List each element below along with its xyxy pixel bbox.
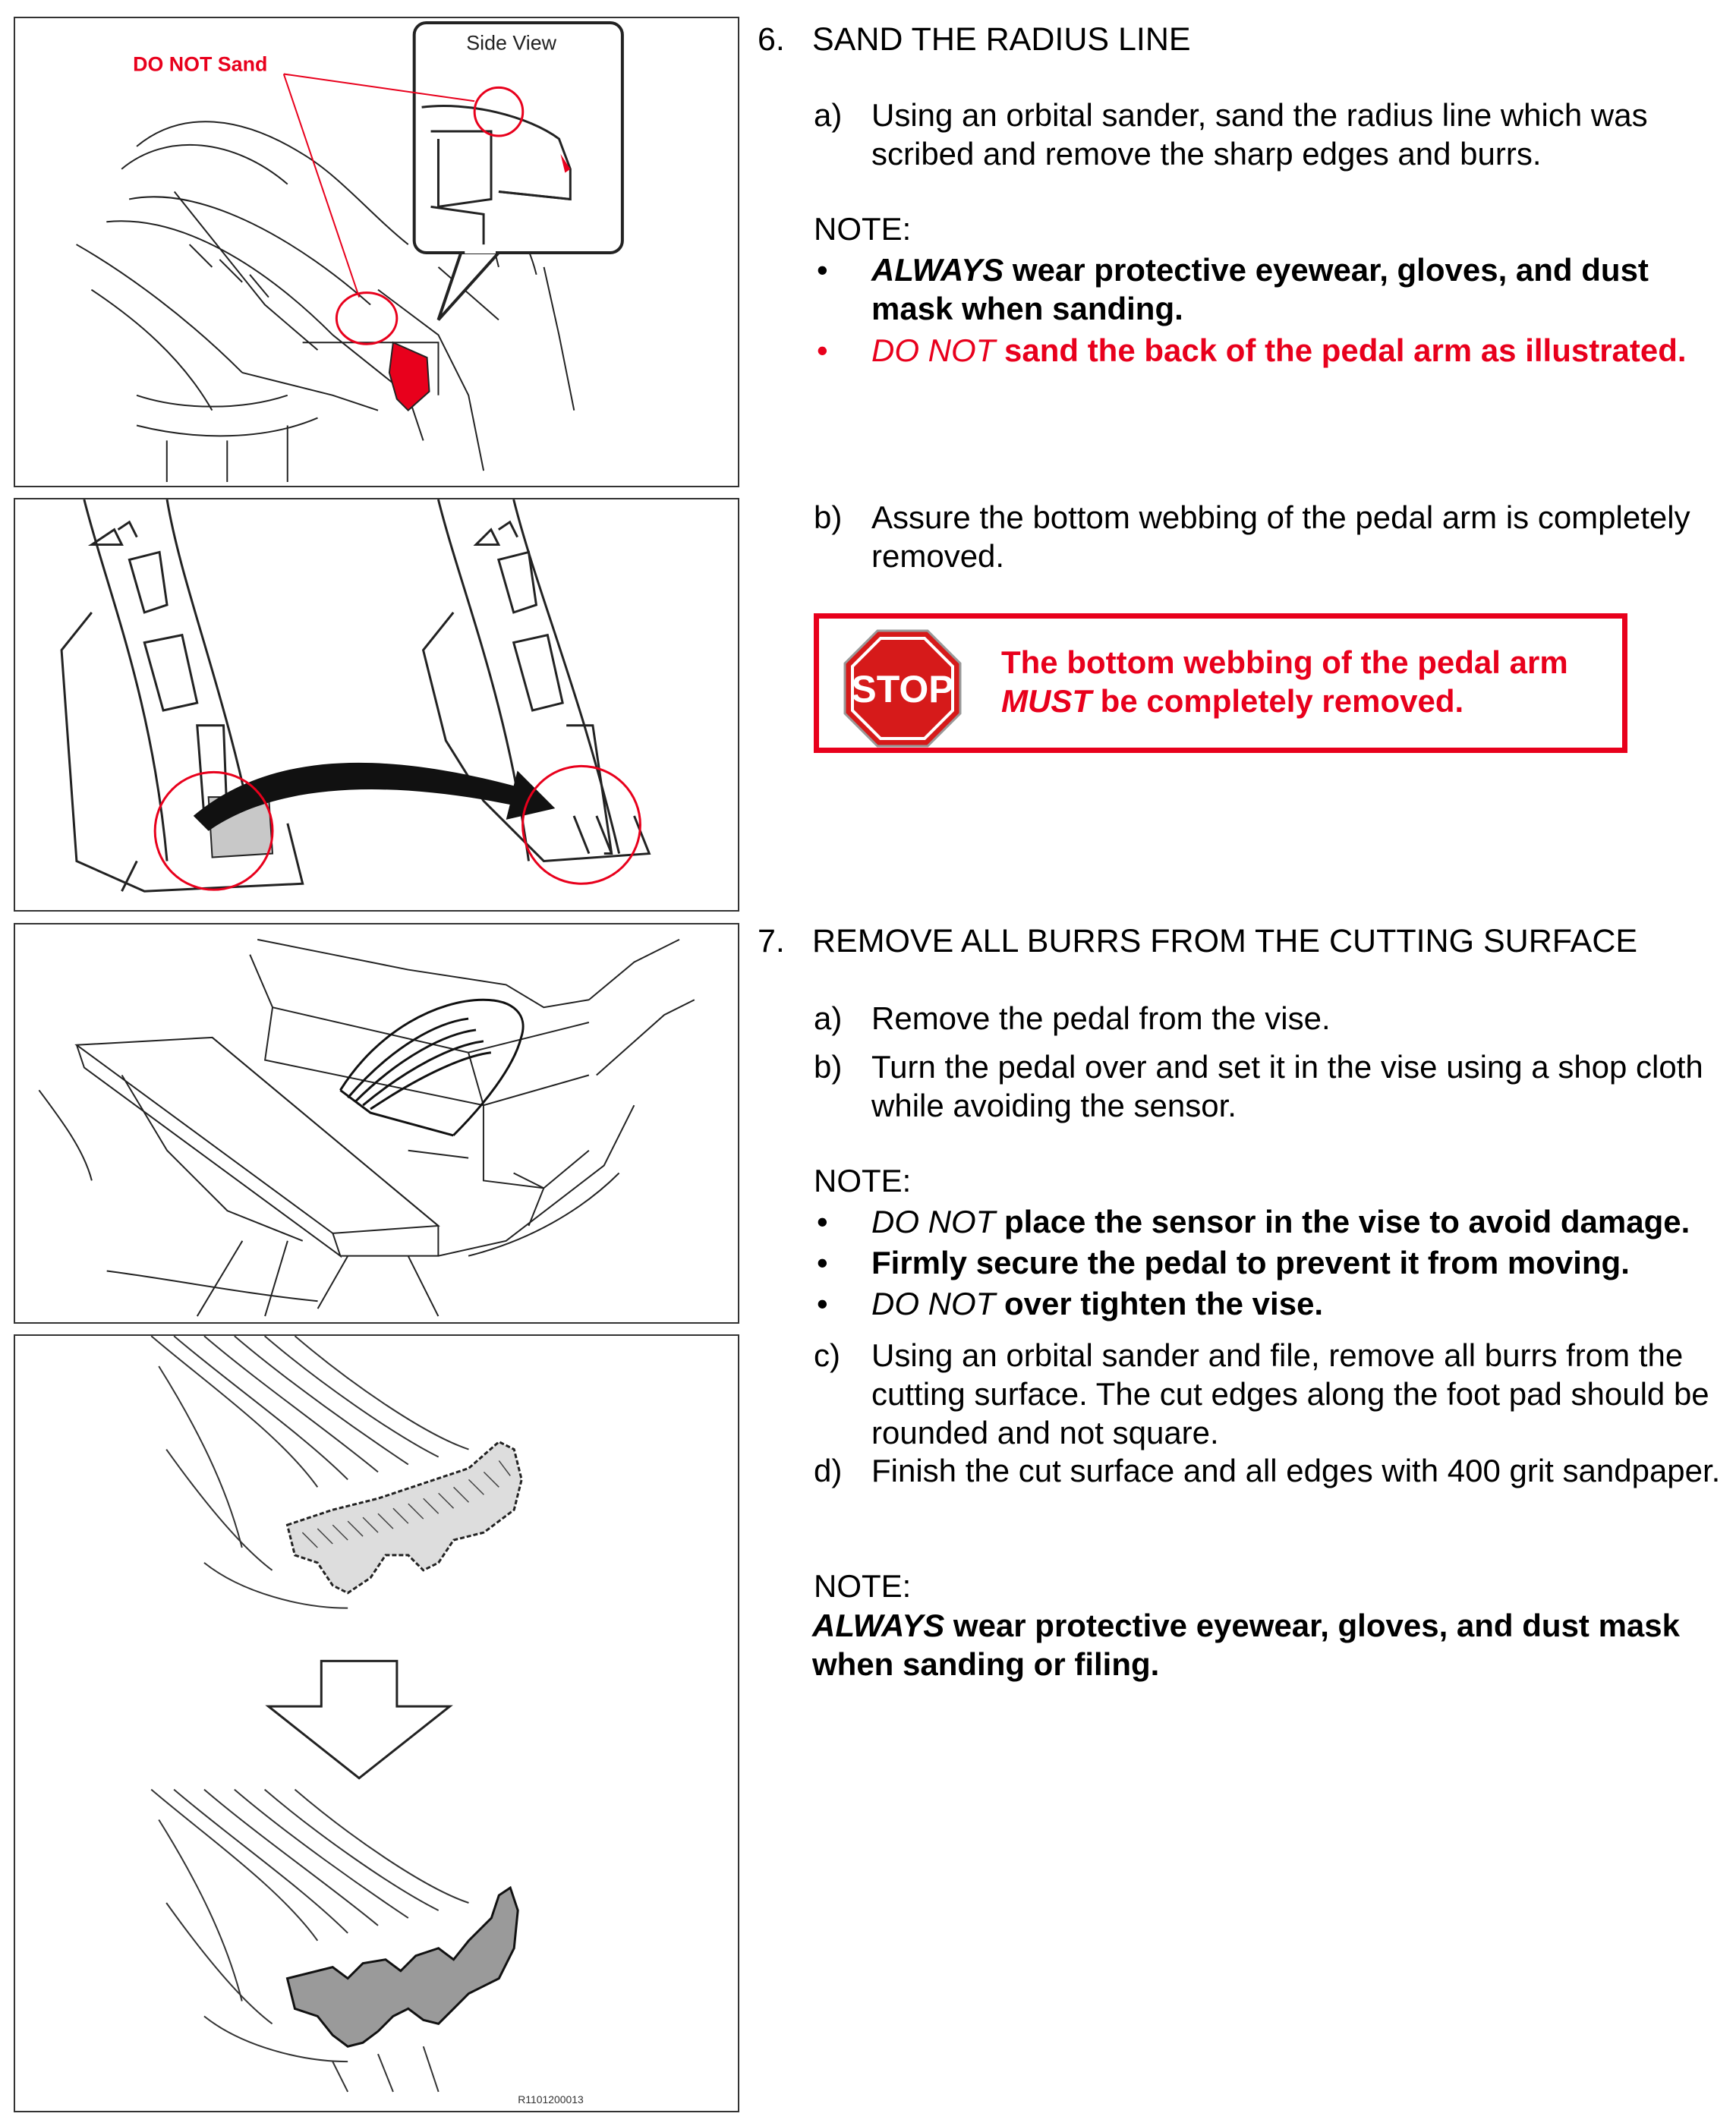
emphasis-text: ALWAYS bbox=[812, 1608, 945, 1643]
pedal-vise-illustration bbox=[15, 924, 738, 1322]
step-7-final-note-label: NOTE: bbox=[814, 1568, 912, 1604]
stop-warning-box bbox=[814, 613, 1627, 753]
bullet-dot-icon: • bbox=[817, 332, 828, 368]
item-text: Turn the pedal over and set it in the vise using a shop cloth while avoiding the sensor. bbox=[871, 1049, 1703, 1123]
step-6-note-bullet-1 bbox=[814, 250, 1732, 328]
step-7-item-c bbox=[814, 1336, 1732, 1452]
step-7-note-bullet-2 bbox=[814, 1243, 1732, 1282]
final-note-text: wear protective eyewear, gloves, and dust mask when sanding or filing. bbox=[812, 1608, 1681, 1682]
emphasis-text: DO NOT bbox=[871, 1286, 996, 1321]
item-label: b) bbox=[814, 499, 843, 535]
emphasis-text: DO NOT bbox=[871, 332, 996, 368]
do-not-sand-callout: DO NOT Sand bbox=[133, 52, 268, 76]
bullet-dot-icon: • bbox=[817, 1286, 828, 1321]
step-7-title: REMOVE ALL BURRS FROM THE CUTTING SURFACE bbox=[812, 923, 1638, 959]
item-label: a) bbox=[814, 1000, 843, 1036]
item-label: c) bbox=[814, 1337, 840, 1373]
step-6-item-a bbox=[814, 96, 1732, 173]
step-7-item-a bbox=[814, 999, 1732, 1038]
bullet-text: place the sensor in the vise to avoid damage. bbox=[995, 1204, 1690, 1239]
stop-emphasis: MUST bbox=[1001, 683, 1092, 719]
step-7-note-label: NOTE: bbox=[814, 1163, 912, 1198]
stop-sign-text: STOP bbox=[851, 668, 954, 710]
bullet-dot-icon: • bbox=[817, 252, 828, 288]
item-text: Remove the pedal from the vise. bbox=[871, 1000, 1331, 1036]
step-6-note-bullet-2 bbox=[814, 331, 1732, 370]
figure-bottom-webbing bbox=[14, 498, 739, 912]
step-7-item-d bbox=[814, 1451, 1732, 1490]
bullet-text: wear protective eyewear, gloves, and dust mask when sanding. bbox=[871, 252, 1649, 326]
figure-pedal-in-vise bbox=[14, 923, 739, 1324]
step-6-number: 6. bbox=[758, 21, 785, 58]
bullet-dot-icon: • bbox=[817, 1204, 828, 1239]
figure-code: R1101200013 bbox=[518, 2093, 584, 2106]
step-7-number: 7. bbox=[758, 923, 785, 959]
stop-sign-icon bbox=[842, 628, 963, 749]
step-7-item-b bbox=[814, 1047, 1732, 1125]
item-text: Using an orbital sander, sand the radius line which was scribed and remove the sharp edges and burrs. bbox=[871, 97, 1648, 172]
emphasis-text: DO NOT bbox=[871, 1204, 996, 1239]
figure-sand-radius-line bbox=[14, 17, 739, 487]
item-label: b) bbox=[814, 1049, 843, 1085]
step-7-note-bullet-3 bbox=[814, 1284, 1732, 1323]
step-7-note-bullet-1 bbox=[814, 1202, 1732, 1241]
pedal-sanding-illustration bbox=[15, 18, 738, 486]
step-7-final-note bbox=[812, 1606, 1734, 1683]
step-7-heading bbox=[758, 921, 1637, 961]
stop-warning-message bbox=[1001, 643, 1608, 720]
bullet-text: Firmly secure the pedal to prevent it from moving. bbox=[871, 1245, 1630, 1280]
step-6-title: SAND THE RADIUS LINE bbox=[812, 21, 1191, 58]
emphasis-text: ALWAYS bbox=[871, 252, 1004, 288]
step-6-note-label: NOTE: bbox=[814, 211, 912, 247]
side-view-label: Side View bbox=[466, 31, 556, 55]
item-label: d) bbox=[814, 1453, 843, 1488]
bullet-text: over tighten the vise. bbox=[995, 1286, 1324, 1321]
item-label: a) bbox=[814, 97, 843, 133]
burr-removal-illustration bbox=[15, 1336, 738, 2111]
item-text: Finish the cut surface and all edges with 400 grit sandpaper. bbox=[871, 1453, 1721, 1488]
item-text: Using an orbital sander and file, remove all burrs from the cutting surface. The cut edges along the foot pad should be rounded and not square. bbox=[871, 1337, 1709, 1450]
webbing-removal-illustration bbox=[15, 499, 738, 910]
figure-burr-removal bbox=[14, 1334, 739, 2112]
step-6-item-b bbox=[814, 498, 1732, 575]
step-6-heading bbox=[758, 20, 1191, 59]
bullet-dot-icon: • bbox=[817, 1245, 828, 1280]
stop-line-1: The bottom webbing of the pedal arm bbox=[1001, 644, 1568, 680]
item-text: Assure the bottom webbing of the pedal arm is completely removed. bbox=[871, 499, 1690, 574]
bullet-text: sand the back of the pedal arm as illustrated. bbox=[995, 332, 1687, 368]
stop-line-2: be completely removed. bbox=[1092, 683, 1464, 719]
